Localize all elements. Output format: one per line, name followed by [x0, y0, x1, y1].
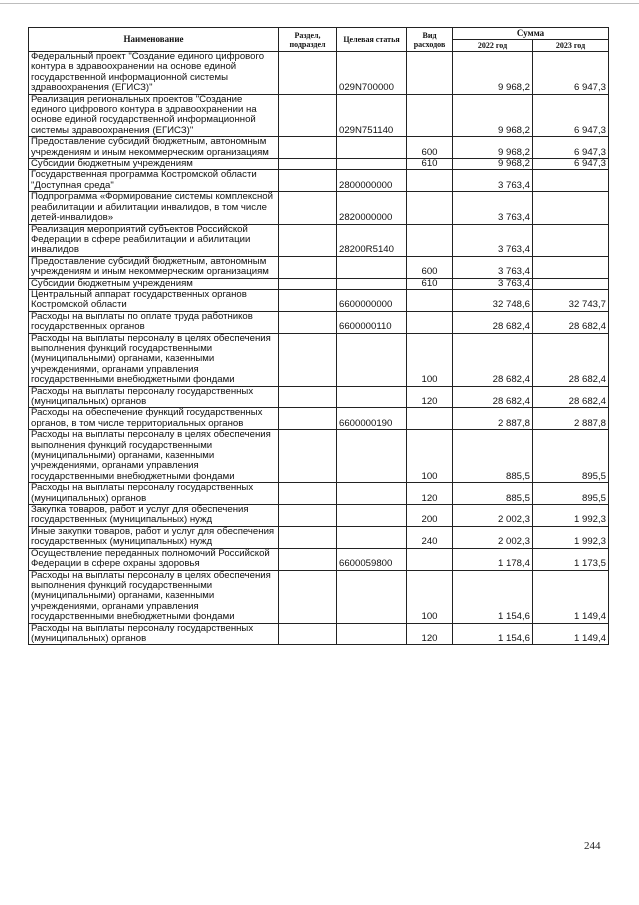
row-sum-2022: 1 154,6 — [453, 570, 533, 623]
row-name: Федеральный проект "Создание единого цифрового контура в здравоохранении на основе единой государственной информационной системы здравоохранения (ЕГИСЗ)" — [29, 52, 279, 95]
table-row — [29, 94, 609, 137]
header-article: Целевая статья — [337, 28, 407, 52]
row-sum-2023 — [533, 278, 609, 289]
row-sum-2022: 3 763,4 — [453, 278, 533, 289]
row-article — [337, 159, 407, 170]
row-name: Предоставление субсидий бюджетным, автономным учреждениям и иным некоммерческим организациям — [29, 256, 279, 278]
row-sum-2022: 32 748,6 — [453, 289, 533, 311]
row-sum-2022: 885,5 — [453, 430, 533, 483]
row-sum-2022: 3 763,4 — [453, 256, 533, 278]
row-sum-2023: 895,5 — [533, 483, 609, 505]
row-name: Иные закупки товаров, работ и услуг для обеспечения государственных (муниципальных) нужд — [29, 526, 279, 548]
row-sum-2022: 9 968,2 — [453, 137, 533, 159]
row-type — [407, 311, 453, 333]
row-type: 100 — [407, 430, 453, 483]
row-article: 029N700000 — [337, 52, 407, 95]
row-section — [279, 430, 337, 483]
row-section — [279, 192, 337, 224]
table-row — [29, 170, 609, 192]
row-type — [407, 289, 453, 311]
row-sum-2023: 2 887,8 — [533, 408, 609, 430]
row-article — [337, 256, 407, 278]
table-row — [29, 311, 609, 333]
row-article: 6600000110 — [337, 311, 407, 333]
row-sum-2022: 885,5 — [453, 483, 533, 505]
row-article: 28200R5140 — [337, 224, 407, 256]
row-type: 120 — [407, 483, 453, 505]
row-name: Субсидии бюджетным учреждениям — [29, 159, 279, 170]
row-name: Расходы на выплаты персоналу в целях обеспечения выполнения функций государственными (муниципальными) органами, казенными учреждениями, органами управления государственными внебюджетными фондами — [29, 570, 279, 623]
row-article: 2820000000 — [337, 192, 407, 224]
row-article — [337, 570, 407, 623]
row-sum-2022: 2 887,8 — [453, 408, 533, 430]
row-section — [279, 137, 337, 159]
row-article — [337, 137, 407, 159]
table-row — [29, 430, 609, 483]
row-sum-2022: 3 763,4 — [453, 224, 533, 256]
row-section — [279, 333, 337, 386]
row-sum-2022: 1 154,6 — [453, 623, 533, 645]
header-type: Вид расходов — [407, 28, 453, 52]
row-sum-2023: 28 682,4 — [533, 333, 609, 386]
row-type: 120 — [407, 386, 453, 408]
row-type — [407, 94, 453, 137]
row-section — [279, 311, 337, 333]
row-section — [279, 570, 337, 623]
row-name: Подпрограмма «Формирование системы комплексной реабилитации и абилитации инвалидов, в том числе детей-инвалидов» — [29, 192, 279, 224]
row-sum-2023: 6 947,3 — [533, 159, 609, 170]
row-sum-2023: 1 992,3 — [533, 526, 609, 548]
row-section — [279, 289, 337, 311]
row-section — [279, 278, 337, 289]
table-row — [29, 570, 609, 623]
table-row — [29, 289, 609, 311]
row-type — [407, 192, 453, 224]
row-sum-2023: 895,5 — [533, 430, 609, 483]
row-sum-2023 — [533, 192, 609, 224]
page-number: 244 — [584, 840, 601, 852]
header-year-2023: 2023 год — [533, 40, 609, 52]
row-sum-2022: 28 682,4 — [453, 386, 533, 408]
row-name: Реализация мероприятий субъектов Российской Федерации в сфере реабилитации и абилитации инвалидов — [29, 224, 279, 256]
row-section — [279, 94, 337, 137]
row-name: Предоставление субсидий бюджетным, автономным учреждениям и иным некоммерческим организациям — [29, 137, 279, 159]
row-sum-2023: 1 149,4 — [533, 570, 609, 623]
row-article — [337, 505, 407, 527]
row-article — [337, 278, 407, 289]
row-name: Реализация региональных проектов "Создание единого цифрового контура в здравоохранении на основе единой государственной информационной системы здравоохранения (ЕГИСЗ)" — [29, 94, 279, 137]
row-sum-2022: 28 682,4 — [453, 311, 533, 333]
header-sum: Сумма — [453, 28, 609, 40]
row-section — [279, 526, 337, 548]
row-name: Закупка товаров, работ и услуг для обеспечения государственных (муниципальных) нужд — [29, 505, 279, 527]
row-sum-2023: 6 947,3 — [533, 52, 609, 95]
row-sum-2022: 9 968,2 — [453, 52, 533, 95]
row-article — [337, 333, 407, 386]
row-type: 100 — [407, 333, 453, 386]
row-sum-2023: 6 947,3 — [533, 137, 609, 159]
table-row — [29, 159, 609, 170]
row-name: Государственная программа Костромской области "Доступная среда" — [29, 170, 279, 192]
row-name: Расходы на выплаты персоналу государственных (муниципальных) органов — [29, 623, 279, 645]
row-sum-2022: 2 002,3 — [453, 505, 533, 527]
header-year-2022: 2022 год — [453, 40, 533, 52]
row-section — [279, 623, 337, 645]
row-sum-2022: 9 968,2 — [453, 94, 533, 137]
row-sum-2023: 28 682,4 — [533, 311, 609, 333]
row-section — [279, 408, 337, 430]
table-row — [29, 52, 609, 95]
row-article — [337, 623, 407, 645]
row-type: 200 — [407, 505, 453, 527]
row-sum-2022: 28 682,4 — [453, 333, 533, 386]
table-row — [29, 526, 609, 548]
table-row — [29, 278, 609, 289]
table-row — [29, 386, 609, 408]
row-sum-2023 — [533, 256, 609, 278]
row-article: 029N751140 — [337, 94, 407, 137]
row-sum-2022: 3 763,4 — [453, 192, 533, 224]
row-section — [279, 256, 337, 278]
row-name: Расходы на выплаты персоналу в целях обеспечения выполнения функций государственными (муниципальными) органами, казенными учреждениями, органами управления государственными внебюджетными фондами — [29, 333, 279, 386]
budget-table — [28, 27, 609, 645]
table-row — [29, 137, 609, 159]
row-name: Субсидии бюджетным учреждениям — [29, 278, 279, 289]
row-sum-2023: 6 947,3 — [533, 94, 609, 137]
row-sum-2022: 1 178,4 — [453, 548, 533, 570]
row-name: Центральный аппарат государственных органов Костромской области — [29, 289, 279, 311]
row-name: Осуществление переданных полномочий Российской Федерации в сфере охраны здоровья — [29, 548, 279, 570]
table-row — [29, 483, 609, 505]
row-article: 2800000000 — [337, 170, 407, 192]
row-type: 240 — [407, 526, 453, 548]
row-type: 600 — [407, 256, 453, 278]
row-type: 100 — [407, 570, 453, 623]
row-sum-2023: 1 992,3 — [533, 505, 609, 527]
row-section — [279, 548, 337, 570]
row-type: 610 — [407, 159, 453, 170]
row-section — [279, 52, 337, 95]
row-type: 120 — [407, 623, 453, 645]
row-article: 6600059800 — [337, 548, 407, 570]
row-type: 610 — [407, 278, 453, 289]
row-section — [279, 224, 337, 256]
row-sum-2023 — [533, 224, 609, 256]
row-sum-2022: 2 002,3 — [453, 526, 533, 548]
row-section — [279, 483, 337, 505]
row-type — [407, 408, 453, 430]
header-section: Раздел, подраздел — [279, 28, 337, 52]
table-row — [29, 548, 609, 570]
row-section — [279, 505, 337, 527]
row-type: 600 — [407, 137, 453, 159]
row-sum-2023: 28 682,4 — [533, 386, 609, 408]
row-type — [407, 224, 453, 256]
row-name: Расходы на обеспечение функций государственных органов, в том числе территориальных органов — [29, 408, 279, 430]
row-article — [337, 483, 407, 505]
table-row — [29, 408, 609, 430]
row-type — [407, 548, 453, 570]
row-article: 6600000190 — [337, 408, 407, 430]
scan-top-edge — [0, 3, 639, 4]
row-article: 6600000000 — [337, 289, 407, 311]
row-section — [279, 159, 337, 170]
row-article — [337, 386, 407, 408]
row-type — [407, 170, 453, 192]
row-section — [279, 386, 337, 408]
row-sum-2023: 1 173,5 — [533, 548, 609, 570]
row-sum-2023: 1 149,4 — [533, 623, 609, 645]
header-name: Наименование — [29, 28, 279, 52]
row-type — [407, 52, 453, 95]
row-sum-2022: 9 968,2 — [453, 159, 533, 170]
table-row — [29, 224, 609, 256]
table-row — [29, 623, 609, 645]
table-row — [29, 333, 609, 386]
row-section — [279, 170, 337, 192]
table-row — [29, 256, 609, 278]
row-article — [337, 526, 407, 548]
row-sum-2022: 3 763,4 — [453, 170, 533, 192]
table-row — [29, 192, 609, 224]
table-row — [29, 505, 609, 527]
row-name: Расходы на выплаты персоналу государственных (муниципальных) органов — [29, 386, 279, 408]
row-sum-2023: 32 743,7 — [533, 289, 609, 311]
row-name: Расходы на выплаты по оплате труда работников государственных органов — [29, 311, 279, 333]
row-article — [337, 430, 407, 483]
row-name: Расходы на выплаты персоналу в целях обеспечения выполнения функций государственными (муниципальными) органами, казенными учреждениями, органами управления государственными внебюджетными фондами — [29, 430, 279, 483]
row-sum-2023 — [533, 170, 609, 192]
row-name: Расходы на выплаты персоналу государственных (муниципальных) органов — [29, 483, 279, 505]
